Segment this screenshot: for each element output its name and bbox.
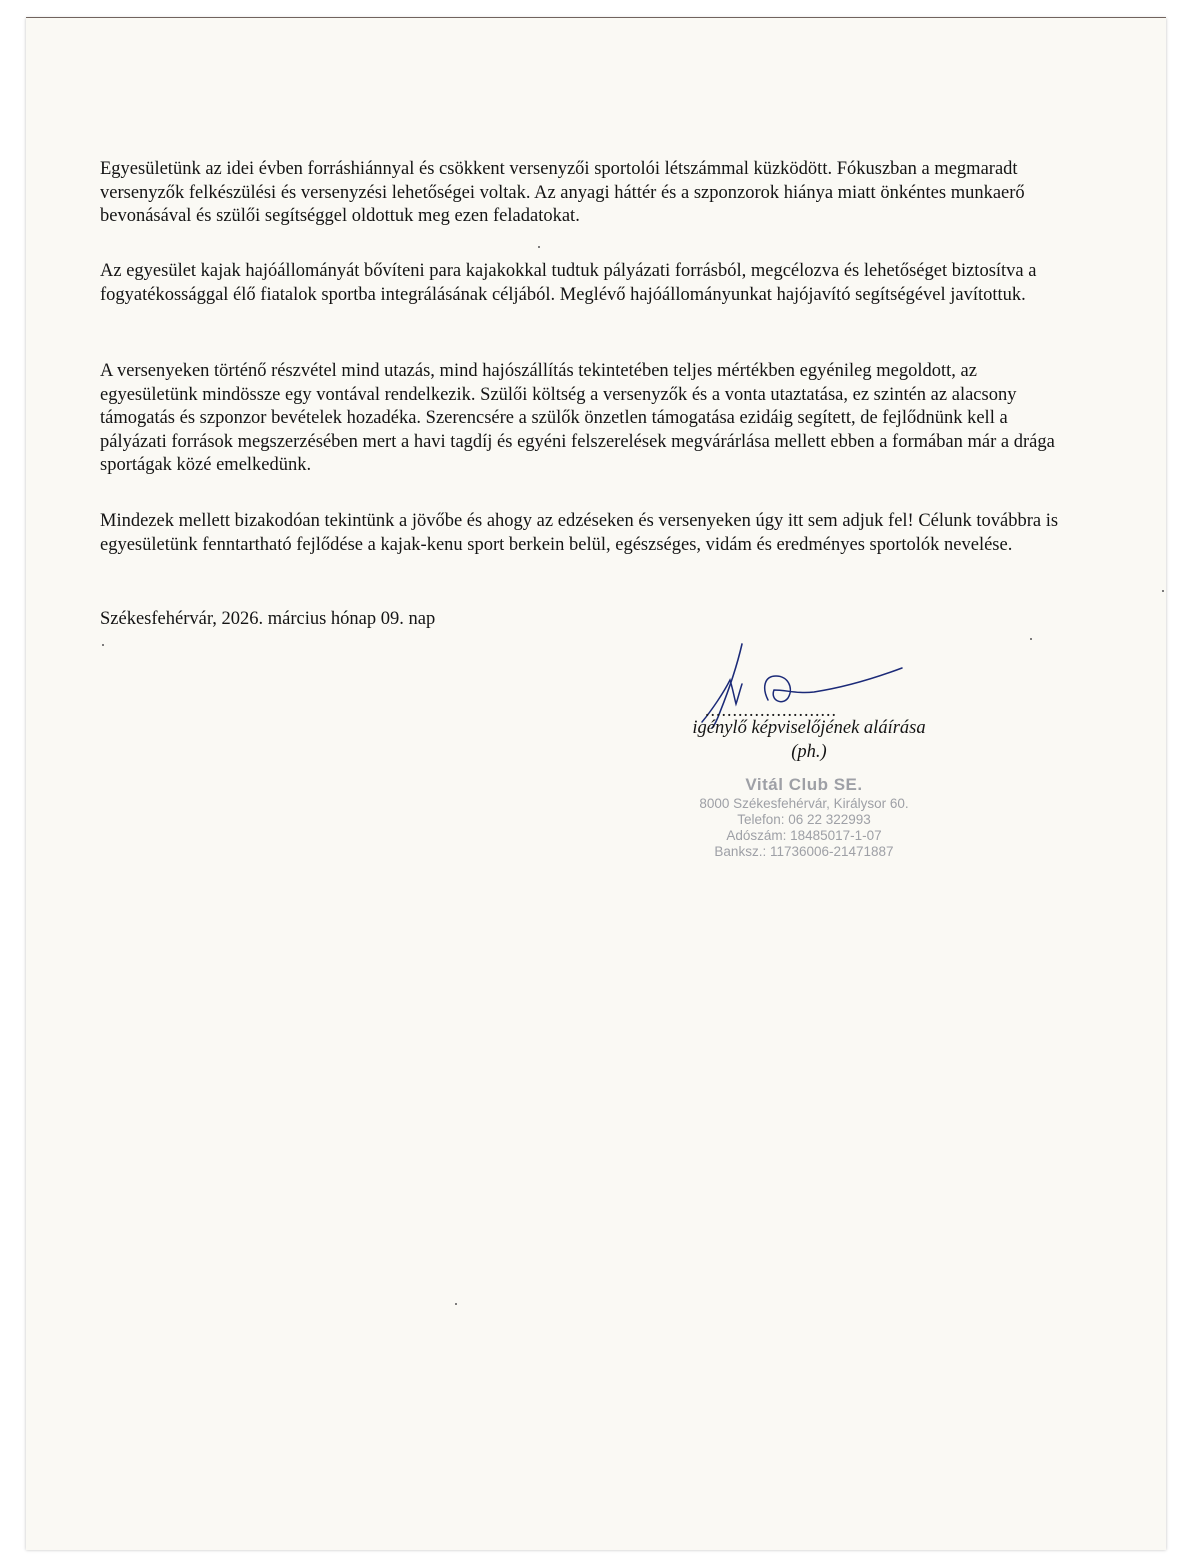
stamp-placeholder-label: (ph.) [791,742,827,762]
stamp-phone: Telefon: 06 22 322993 [737,812,871,827]
stamp-org-name: Vitál Club SE. [745,775,863,794]
scan-speck [455,1303,457,1305]
stamp-address: 8000 Székesfehérvár, Királysor 60. [699,796,909,811]
signature-caption: igénylő képviselőjének aláírása [692,718,926,738]
scan-speck [1162,590,1164,592]
scan-speck [102,644,104,646]
signature-line: ........................ [705,700,837,720]
signature-caption-block [675,716,943,764]
paragraph-outlook: Mindezek mellett bizakodóan tekintünk a jövőbe és ahogy az edzéseken és versenyeken úgy itt sem adjuk fel! Célunk továbbra is egyesületünk fenntartható fejlődése a kajak-kenu sport berkein belül, egészséges, vidám és eredményes sportolók nevelése. [100,511,1059,555]
document-page [26,18,1166,1550]
organization-stamp [670,774,938,860]
paragraph-boats: Az egyesület kajak hajóállományát bővíteni para kajakokkal tudtuk pályázati forrásból, megcélozva és lehetőséget biztosítva a fogyatékossággal élő fiatalok sportba integrálásának céljából. Meglévő hajóállományunkat hajójavító segítségével javítottuk. [100,261,1037,305]
stamp-bank-account: Banksz.: 11736006-21471887 [714,844,894,859]
scan-speck [538,246,540,248]
stamp-tax-id: Adószám: 18485017-1-07 [726,828,882,843]
place-and-date: Székesfehérvár, 2026. március hónap 09. nap [100,609,436,629]
paragraph-competitions: A versenyeken történő részvétel mind utazás, mind hajószállítás tekintetében teljes mértékben egyénileg megoldott, az egyesületünk mindössze egy vontával rendelkezik. Szülői költség a versenyzők és a vonta utaztatása, ez szintén az alacsony támogatás és szponzor bevételek hozadéka. Szerencsére a szülők önzetlen támogatása ezidáig segített, de fejlődnünk kell a pályázati források megszerzésében mert a havi tagdíj és egyéni felszerelések megvárárlása mellett ebben a formában már a drága sportágak közé emelkedünk. [100,361,1055,475]
scan-speck [1030,638,1032,640]
paragraph-funding: Egyesületünk az idei évben forráshiánnyal és csökkent versenyzői sportolói létszámmal küzködött. Fókuszban a megmaradt versenyzők felkészülési és versenyzési lehetőségei voltak. Az anyagi háttér és a szponzorok hiánya miatt önkéntes munkaerő bevonásával és szülői segítséggel oldottuk meg ezen feladatokat. [100,159,1025,226]
